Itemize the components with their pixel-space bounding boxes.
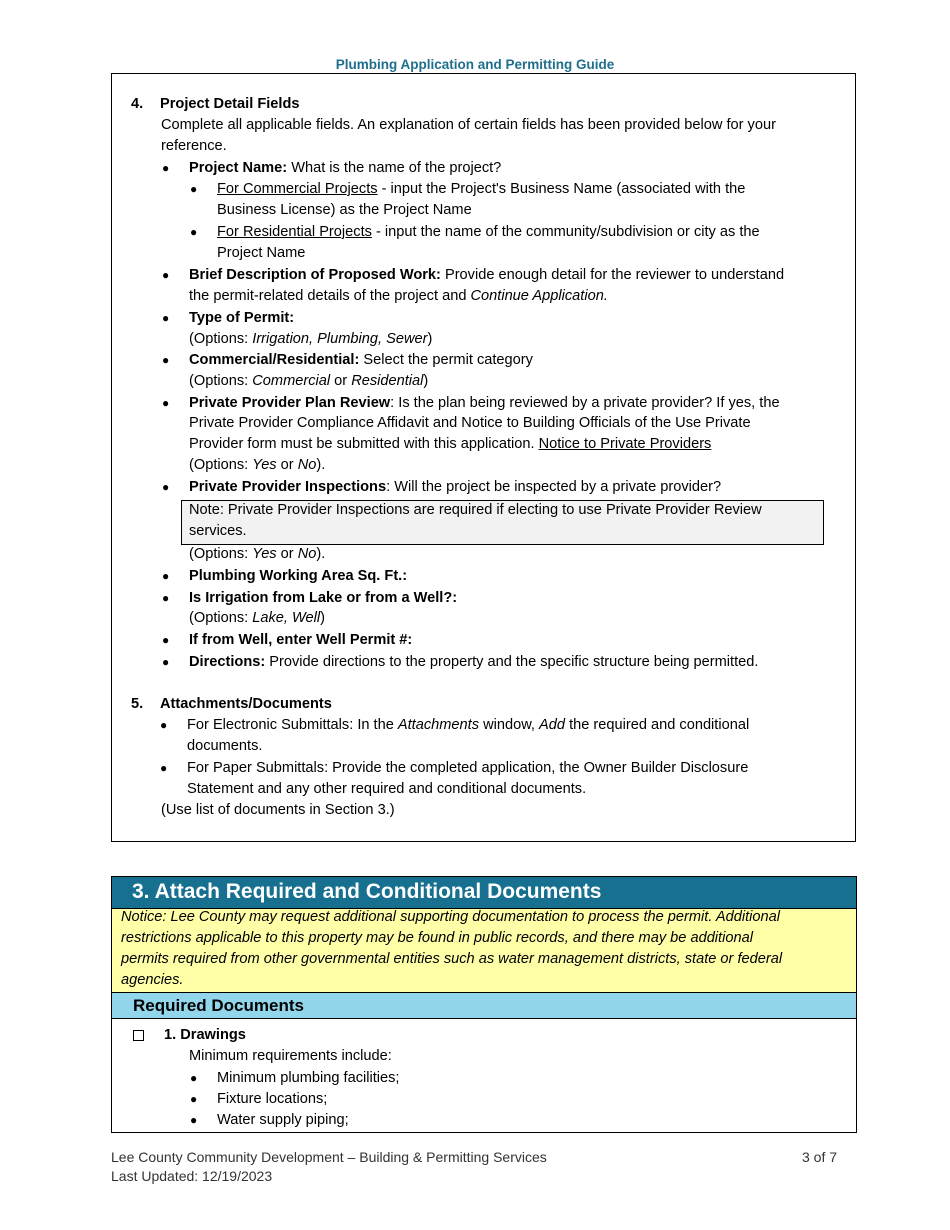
bullet-icon: ●: [190, 225, 198, 239]
directions-item: Directions: Provide directions to the property and the specific structure being permitted.: [189, 654, 759, 670]
commercial-projects-link[interactable]: For Commercial Projects: [217, 181, 378, 197]
drawings-title: 1. Drawings: [164, 1027, 246, 1043]
project-name-item: Project Name: What is the name of the project?: [189, 160, 502, 176]
bullet-icon: ●: [162, 633, 170, 647]
bullet-icon: ●: [162, 353, 170, 367]
notice-to-private-providers-link[interactable]: Notice to Private Providers: [538, 436, 712, 452]
private-provider-inspections-item: Private Provider Inspections: Will the project be inspected by a private provider?: [189, 479, 722, 495]
step5-number: 5.: [131, 696, 144, 712]
private-provider-note-line2: services.: [189, 523, 247, 539]
notice-line2: restrictions applicable to this property may be found in public records, and there may be additional: [121, 930, 753, 946]
step5-title: Attachments/Documents: [160, 696, 332, 712]
type-of-permit-options: (Options: Irrigation, Plumbing, Sewer): [189, 331, 433, 347]
footer-last-updated: Last Updated: 12/19/2023: [111, 1168, 273, 1184]
irrigation-source-item: Is Irrigation from Lake or from a Well?:: [189, 590, 458, 606]
drawings-requirement: Minimum plumbing facilities;: [217, 1070, 400, 1086]
required-documents-heading-bar: [112, 993, 856, 1019]
section3-title-bar: [112, 877, 856, 908]
drawings-checkbox[interactable]: [133, 1030, 144, 1041]
bullet-icon: ●: [162, 591, 170, 605]
private-provider-inspections-options: (Options: Yes or No).: [189, 546, 326, 562]
step4-intro-line1: Complete all applicable fields. An explanation of certain fields has been provided below for your: [161, 117, 776, 133]
bullet-icon: ●: [162, 569, 170, 583]
bullet-icon: ●: [160, 761, 168, 775]
private-provider-plan-review-options: (Options: Yes or No).: [189, 457, 326, 473]
drawings-intro: Minimum requirements include:: [189, 1048, 392, 1064]
private-provider-plan-review-line2: Private Provider Compliance Affidavit and Notice to Building Officials of the Use Private: [189, 415, 751, 431]
notice-line3: permits required from other governmental entities such as water management districts, state or federal: [121, 951, 783, 967]
bullet-icon: ●: [162, 480, 170, 494]
bullet-icon: ●: [162, 161, 170, 175]
bullet-icon: ●: [190, 1071, 198, 1085]
drawings-requirement: Fixture locations;: [217, 1091, 328, 1107]
private-provider-plan-review-line3: Provider form must be submitted with this application. Notice to Private Providers: [189, 436, 712, 452]
step4-intro-line2: reference.: [161, 138, 227, 154]
plumbing-area-item: Plumbing Working Area Sq. Ft.:: [189, 568, 408, 584]
commercial-projects-line2: Business License) as the Project Name: [217, 202, 472, 218]
bullet-icon: ●: [162, 655, 170, 669]
bullet-icon: ●: [162, 396, 170, 410]
electronic-submittals-item: For Electronic Submittals: In the Attachments window, Add the required and conditional: [187, 717, 750, 733]
bullet-icon: ●: [162, 311, 170, 325]
paper-submittals-item: For Paper Submittals: Provide the completed application, the Owner Builder Disclosure: [187, 760, 749, 776]
well-permit-item: If from Well, enter Well Permit #:: [189, 632, 413, 648]
residential-projects-line2: Project Name: [217, 245, 306, 261]
required-documents-heading: Required Documents: [133, 996, 304, 1015]
notice-line4: agencies.: [121, 972, 184, 988]
commercial-projects-item: For Commercial Projects - input the Project's Business Name (associated with the: [217, 181, 746, 197]
commercial-residential-item: Commercial/Residential: Select the permit category: [189, 352, 533, 368]
private-provider-plan-review-item: Private Provider Plan Review: Is the plan being reviewed by a private provider? If yes, the: [189, 395, 780, 411]
footer-page-number: 3 of 7: [802, 1149, 838, 1165]
step4-title: Project Detail Fields: [160, 96, 300, 112]
bullet-icon: ●: [160, 718, 168, 732]
brief-description-line2: the permit-related details of the project and Continue Application.: [189, 288, 608, 304]
residential-projects-link[interactable]: For Residential Projects: [217, 224, 372, 240]
type-of-permit-item: Type of Permit:: [189, 310, 295, 326]
notice-line1: Notice: Lee County may request additional supporting documentation to process the permit. Additional: [121, 909, 780, 925]
footer-organization: Lee County Community Development – Building & Permitting Services: [111, 1149, 547, 1165]
section3-title: 3. Attach Required and Conditional Documents: [132, 880, 602, 903]
step4-number: 4.: [131, 96, 144, 112]
bullet-icon: ●: [162, 268, 170, 282]
section3-reference-note: (Use list of documents in Section 3.): [161, 802, 395, 818]
brief-description-item: Brief Description of Proposed Work: Provide enough detail for the reviewer to understand: [189, 267, 785, 283]
document-header-title: Plumbing Application and Permitting Guide: [335, 57, 615, 72]
drawings-requirement: Water supply piping;: [217, 1112, 349, 1128]
residential-projects-item: For Residential Projects - input the name of the community/subdivision or city as the: [217, 224, 760, 240]
paper-submittals-line2: Statement and any other required and conditional documents.: [187, 781, 587, 797]
bullet-icon: ●: [190, 1113, 198, 1127]
bullet-icon: ●: [190, 182, 198, 196]
private-provider-note-line1: Note: Private Provider Inspections are required if electing to use Private Provider Review: [189, 502, 762, 518]
commercial-residential-options: (Options: Commercial or Residential): [189, 373, 429, 389]
bullet-icon: ●: [190, 1092, 198, 1106]
electronic-submittals-line2: documents.: [187, 738, 263, 754]
irrigation-source-options: (Options: Lake, Well): [189, 610, 326, 626]
